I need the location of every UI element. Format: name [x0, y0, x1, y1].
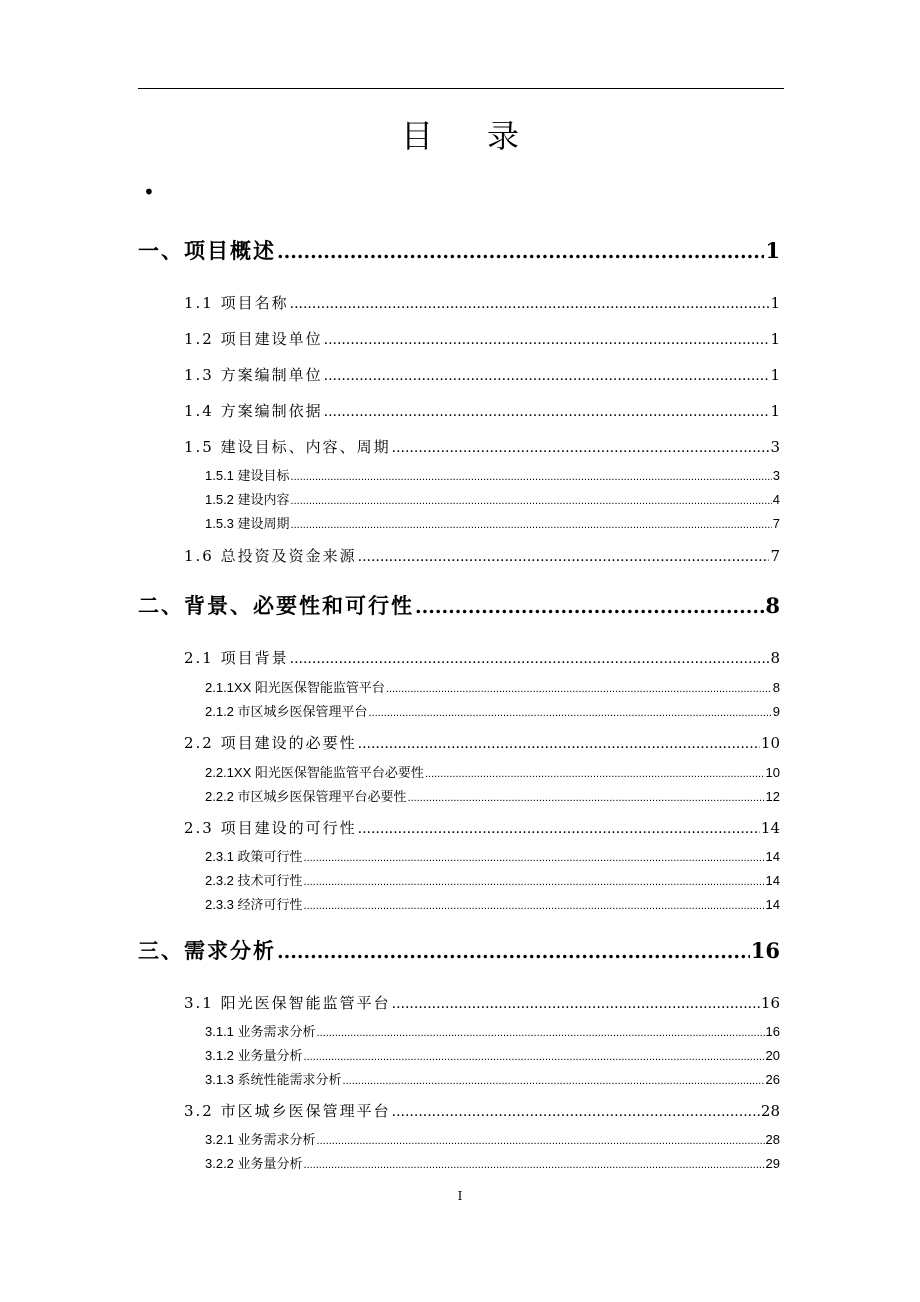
- toc-label: 2.2.2 市区城乡医保管理平台必要性: [205, 789, 407, 804]
- toc-entry[interactable]: [205, 515, 780, 534]
- toc-entry[interactable]: [205, 491, 780, 510]
- toc-leader: [291, 492, 772, 510]
- toc-label: 2.3 项目建设的可行性: [184, 819, 357, 837]
- toc-entry[interactable]: [184, 1100, 780, 1123]
- toc-page: 8: [770, 649, 780, 667]
- toc-leader: [343, 1072, 765, 1090]
- toc-label: 一、项目概述: [138, 239, 276, 263]
- toc-entry[interactable]: [205, 1131, 780, 1150]
- toc-leader: [304, 873, 765, 891]
- toc-entry[interactable]: [205, 703, 780, 722]
- toc-label: 2.2.1XX 阳光医保智能监管平台必要性: [205, 765, 424, 780]
- toc-page: 1: [765, 238, 780, 263]
- toc-entry[interactable]: [138, 592, 780, 621]
- toc-label: 3.1.2 业务量分析: [205, 1048, 303, 1063]
- toc-label: 1.2 项目建设单位: [184, 330, 323, 348]
- toc-page: 1: [770, 402, 780, 420]
- toc-leader: [358, 733, 760, 755]
- toc-label: 3.2 市区城乡医保管理平台: [184, 1102, 391, 1120]
- toc-leader: [304, 849, 765, 867]
- toc-label: 3.1 阳光医保智能监管平台: [184, 994, 391, 1012]
- toc-page: 29: [765, 1156, 780, 1171]
- toc-entry[interactable]: [138, 937, 780, 966]
- toc-label: 1.5.3 建设周期: [205, 516, 290, 531]
- toc-label: 二、背景、必要性和可行性: [138, 594, 414, 618]
- toc-leader: [324, 329, 770, 351]
- toc-entry[interactable]: [184, 732, 780, 755]
- toc-page: 16: [750, 938, 780, 963]
- toc-page: 9: [772, 704, 780, 719]
- toc-entry[interactable]: [205, 1047, 780, 1066]
- toc-leader: [277, 938, 750, 966]
- toc-page: 10: [760, 734, 780, 752]
- toc-label: 2.1.2 市区城乡医保管理平台: [205, 704, 368, 719]
- toc-page: 3: [772, 468, 780, 483]
- toc-entry[interactable]: [184, 364, 780, 387]
- toc-entry[interactable]: [205, 896, 780, 915]
- toc-page: 14: [765, 873, 780, 888]
- toc-leader: [317, 1132, 765, 1150]
- page-number: I: [457, 1189, 463, 1203]
- toc-leader: [392, 1101, 760, 1123]
- toc-label: 1.5 建设目标、内容、周期: [184, 438, 391, 456]
- toc-entry[interactable]: [184, 328, 780, 351]
- toc-label: 3.1.1 业务需求分析: [205, 1024, 316, 1039]
- toc-page: 1: [770, 294, 780, 312]
- toc-label: 1.1 项目名称: [184, 294, 289, 312]
- toc-entry[interactable]: [205, 764, 780, 783]
- toc-page: 28: [765, 1132, 780, 1147]
- toc-entry[interactable]: [184, 436, 780, 459]
- toc-leader: [304, 897, 765, 915]
- toc-label: 2.3.3 经济可行性: [205, 897, 303, 912]
- toc-label: 2.1.1XX 阳光医保智能监管平台: [205, 680, 385, 695]
- toc-page: 16: [765, 1024, 780, 1039]
- toc-leader: [358, 546, 770, 568]
- toc-page: 16: [760, 994, 780, 1012]
- toc-entry[interactable]: [205, 788, 780, 807]
- toc-entry[interactable]: [184, 817, 780, 840]
- toc-leader: [408, 789, 765, 807]
- toc-entry[interactable]: [205, 679, 780, 698]
- toc-leader: [392, 437, 770, 459]
- toc-leader: [324, 365, 770, 387]
- toc-label: 2.3.2 技术可行性: [205, 873, 303, 888]
- toc-page: 28: [760, 1102, 780, 1120]
- toc-leader: [386, 680, 772, 698]
- toc-page: 1: [770, 366, 780, 384]
- toc-leader: [277, 238, 764, 266]
- toc-leader: [290, 293, 770, 315]
- toc-leader: [291, 468, 772, 486]
- toc-leader: [290, 648, 770, 670]
- toc-label: 3.2.2 业务量分析: [205, 1156, 303, 1171]
- toc-label: 1.5.2 建设内容: [205, 492, 290, 507]
- toc-leader: [358, 818, 760, 840]
- toc-entry[interactable]: [205, 1155, 780, 1174]
- toc-page: 14: [765, 897, 780, 912]
- toc-label: 2.1 项目背景: [184, 649, 289, 667]
- toc-page: 7: [772, 516, 780, 531]
- toc-leader: [425, 765, 765, 783]
- toc-entry[interactable]: [184, 647, 780, 670]
- toc-entry[interactable]: [184, 992, 780, 1015]
- toc-page: 7: [770, 547, 780, 565]
- toc-leader: [304, 1156, 765, 1174]
- toc-label: 1.6 总投资及资金来源: [184, 547, 357, 565]
- toc-leader: [324, 401, 770, 423]
- bullet-marker: •: [143, 180, 155, 204]
- toc-page: 14: [760, 819, 780, 837]
- toc-entry[interactable]: [205, 1071, 780, 1090]
- toc-entry[interactable]: [184, 292, 780, 315]
- toc-entry[interactable]: [184, 400, 780, 423]
- toc-label: 三、需求分析: [138, 939, 276, 963]
- toc-entry[interactable]: [184, 545, 780, 568]
- toc-label: 2.2 项目建设的必要性: [184, 734, 357, 752]
- toc-entry[interactable]: [205, 872, 780, 891]
- toc-page: 20: [765, 1048, 780, 1063]
- toc-entry[interactable]: [205, 848, 780, 867]
- toc-page: 14: [765, 849, 780, 864]
- toc-leader: [369, 704, 772, 722]
- toc-page: 4: [772, 492, 780, 507]
- toc-page: 12: [765, 789, 780, 804]
- toc-page: 1: [770, 330, 780, 348]
- toc-label: 1.5.1 建设目标: [205, 468, 290, 483]
- toc-entry[interactable]: [205, 467, 780, 486]
- toc-page: 8: [772, 680, 780, 695]
- toc-label: 3.2.1 业务需求分析: [205, 1132, 316, 1147]
- toc-leader: [304, 1048, 765, 1066]
- toc-label: 1.4 方案编制依据: [184, 402, 323, 420]
- page-title: 目录: [400, 117, 573, 155]
- toc-leader: [392, 993, 760, 1015]
- toc-page: 8: [765, 593, 780, 618]
- toc-label: 3.1.3 系统性能需求分析: [205, 1072, 342, 1087]
- toc-leader: [291, 516, 772, 534]
- toc-leader: [415, 593, 764, 621]
- toc-label: 1.3 方案编制单位: [184, 366, 323, 384]
- toc-page: 10: [765, 765, 780, 780]
- toc-entry[interactable]: [138, 237, 780, 266]
- toc-label: 2.3.1 政策可行性: [205, 849, 303, 864]
- toc-page: 26: [765, 1072, 780, 1087]
- toc-page: 3: [770, 438, 780, 456]
- toc-leader: [317, 1024, 765, 1042]
- toc-entry[interactable]: [205, 1023, 780, 1042]
